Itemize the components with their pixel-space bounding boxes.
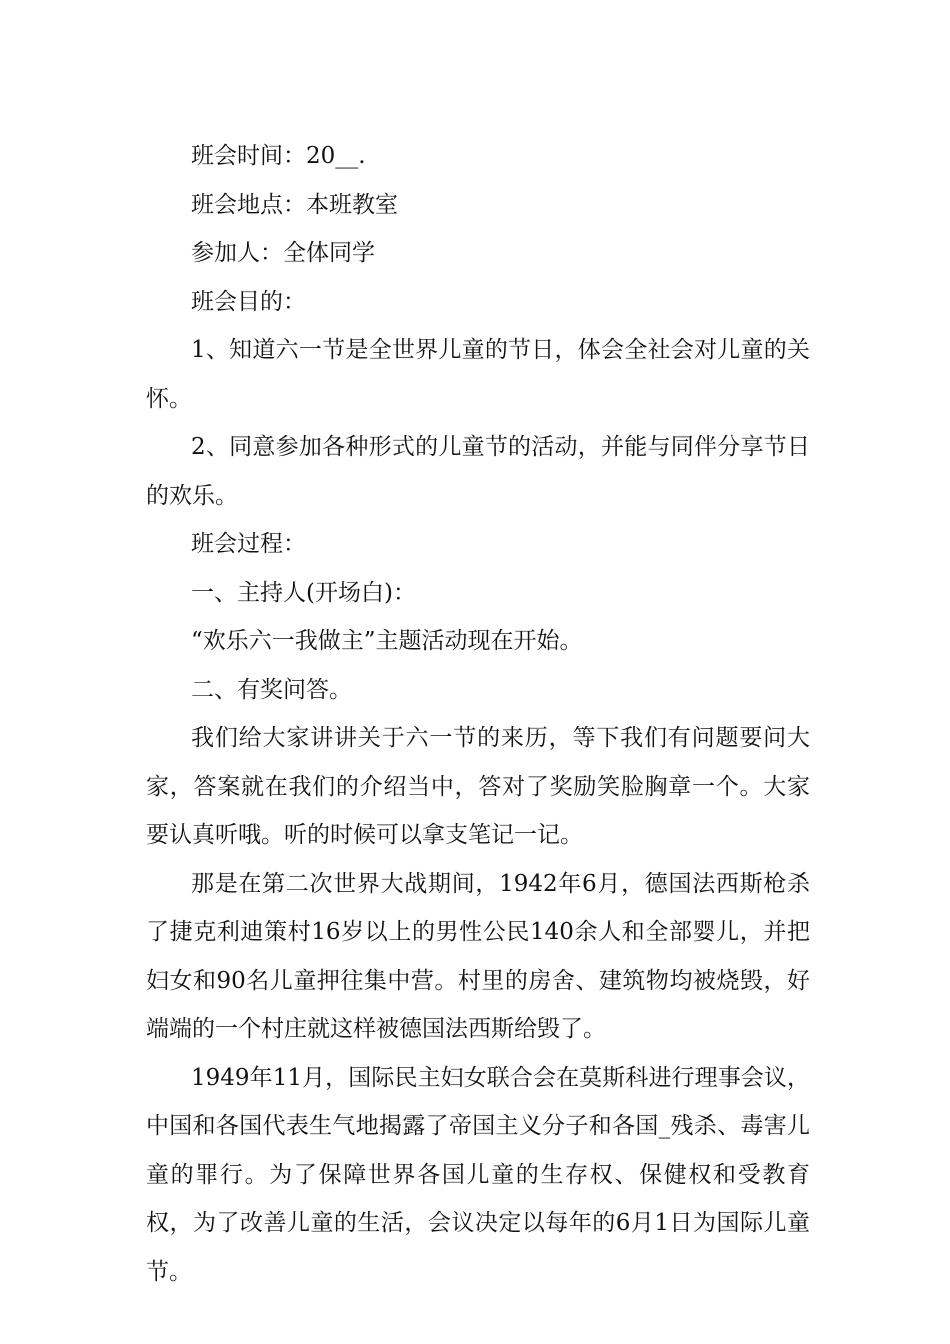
opening-statement: “欢乐六一我做主”主题活动现在开始。 [191,628,583,654]
history-paragraph-1949: 1949年11月，国际民主妇女联合会在莫斯科进行理事会议，中国和各国代表生气地揭露了帝国主义分子和各国_残杀、毒害儿童的罪行。为了保障世界各国儿童的生存权、保健权和受教育权，为了改善儿童的生活，会议决定以每年的6月1日为国际儿童节。 [146,1064,810,1285]
section-1-heading: 一、主持人(开场白)： [191,579,416,606]
purpose-item-2: 2、同意参加各种形式的儿童节的活动，并能与同伴分享节日的欢乐。 [146,434,810,509]
meeting-purpose-heading: 班会目的： [191,288,306,315]
section-2-heading: 二、有奖问答。 [191,676,352,703]
meeting-location: 班会地点：本班教室 [191,191,398,218]
meeting-process-heading: 班会过程： [191,531,306,557]
quiz-intro-paragraph: 我们给大家讲讲关于六一节的来历，等下我们有问题要问大家，答案就在我们的介绍当中，答对了奖励笑脸胸章一个。大家要认真听哦。听的时候可以拿支笔记一记。 [146,725,810,848]
participants: 参加人：全体同学 [191,240,375,266]
meeting-time: 班会时间：20__. [191,143,366,169]
purpose-item-1: 1、知道六一节是全世界儿童的节日，体会全社会对儿童的关怀。 [146,337,810,412]
history-paragraph-1942: 那是在第二次世界大战期间，1942年6月，德国法西斯枪杀了捷克利迪策村16岁以上的男性公民140余人和全部婴儿，并把妇女和90名儿童押往集中营。村里的房舍、建筑物均被烧毁，好端端的一个村庄就这样被德国法西斯给毁了。 [146,870,810,1042]
document-body [146,132,810,1296]
